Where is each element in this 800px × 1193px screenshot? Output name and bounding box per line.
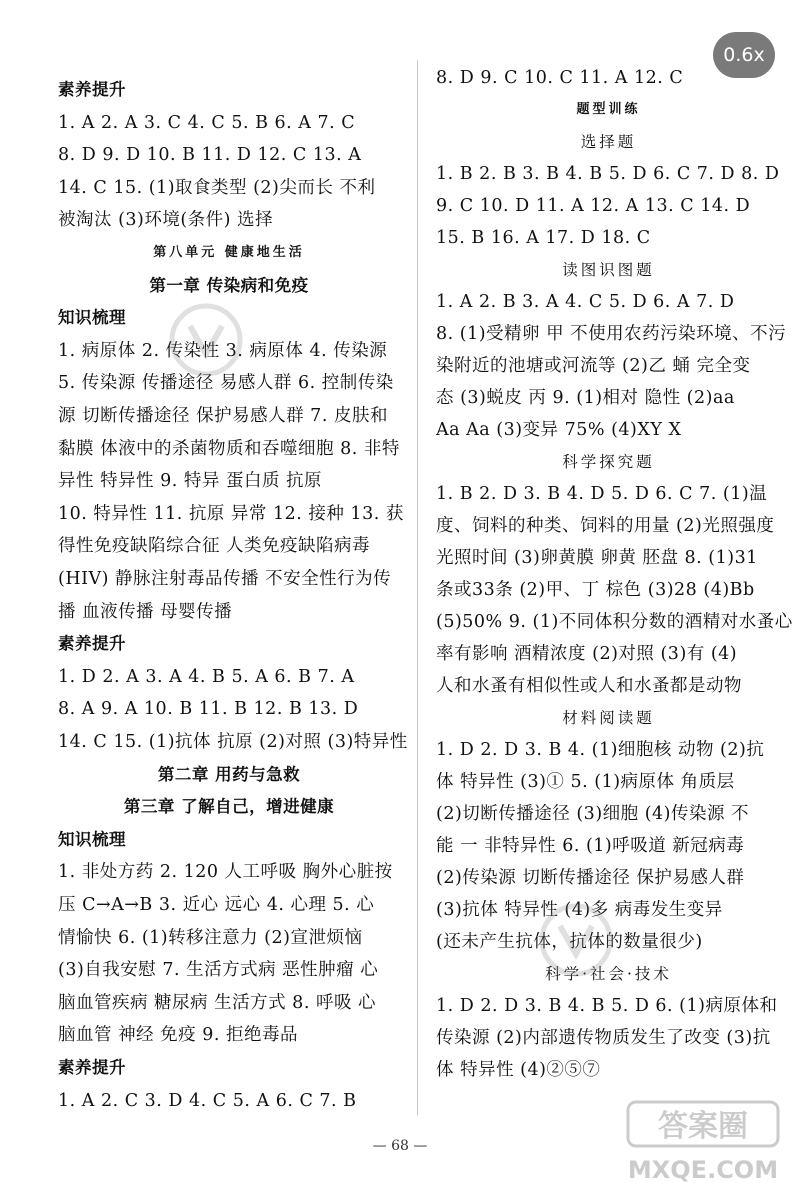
section-heading: 知识梳理 xyxy=(58,308,126,328)
answer-line: 1. A 2. B 3. A 4. C 5. D 6. A 7. D xyxy=(436,292,735,312)
site-watermark-logo xyxy=(610,1098,790,1188)
section-heading: 素养提升 xyxy=(58,80,126,99)
answer-line: 1. 病原体 2. 传染性 3. 病原体 4. 传染源 xyxy=(58,340,388,361)
answer-line: (还未产生抗体，抗体的数量很少) xyxy=(436,932,703,952)
answer-line: 源 切断传播途径 保护易感人群 7. 皮肤和 xyxy=(58,406,388,426)
answer-line: 1. D 2. D 3. B 4. B 5. D 6. (1)病原体和 xyxy=(436,996,778,1016)
answer-line: 体 特异性 (3)① 5. (1)病原体 角质层 xyxy=(436,772,735,792)
section-heading: 题型训练 xyxy=(576,102,641,117)
answer-line: 1. A 2. A 3. C 4. C 5. B 6. A 7. C xyxy=(58,112,356,133)
watermark-stamp-icon xyxy=(530,900,622,980)
answer-line: 15. B 16. A 17. D 18. C xyxy=(436,228,651,248)
answer-line: 人和水蚤有相似性或人和水蚤都是动物 xyxy=(436,676,742,696)
answer-line: 能 一 非特异性 6. (1)呼吸道 新冠病毒 xyxy=(436,836,745,856)
answer-line: 情愉快 6. (1)转移注意力 (2)宣泄烦恼 xyxy=(58,927,363,948)
answer-line: 5. 传染源 传播途径 易感人群 6. 控制传染 xyxy=(58,373,394,394)
answer-line: 压 C→A→B 3. 近心 远心 4. 心理 5. 心 xyxy=(58,895,375,915)
answer-line: Aa Aa (3)变异 75% (4)XY X xyxy=(436,420,682,440)
page-number: — 68 — xyxy=(372,1138,428,1154)
answer-line: 被淘汰 (3)环境(条件) 选择 xyxy=(58,210,274,231)
answer-line: 1. B 2. B 3. B 4. B 5. D 6. C 7. D 8. D xyxy=(436,164,780,184)
answer-line: 光照时间 (3)卵黄膜 卵黄 胚盘 8. (1)31 xyxy=(436,548,758,568)
answer-line: 态 (3)蜕皮 丙 9. (1)相对 隐性 (2)aa xyxy=(436,388,735,408)
answer-line: 8. D 9. C 10. C 11. A 12. C xyxy=(436,68,684,88)
playback-speed-badge[interactable]: 0.6x xyxy=(713,32,775,78)
answer-line: 14. C 15. (1)抗体 抗原 (2)对照 (3)特异性 xyxy=(58,732,408,752)
svg-text:MXQE.COM: MXQE.COM xyxy=(627,1156,779,1184)
answer-line: 1. D 2. A 3. A 4. B 5. A 6. B 7. A xyxy=(58,666,355,687)
section-heading: 素养提升 xyxy=(58,1058,126,1077)
answer-line: 播 血液传播 母婴传播 xyxy=(58,601,233,622)
answer-line: 度、饲料的种类、饲料的用量 (2)光照强度 xyxy=(436,516,775,536)
answer-line: 异性 特异性 9. 特异 蛋白质 抗原 xyxy=(58,471,323,492)
answer-line: 1. A 2. C 3. D 4. C 5. A 6. C 7. B xyxy=(58,1090,357,1111)
column-divider xyxy=(417,60,418,1115)
answer-line: (2)切断传播途径 (3)细胞 (4)传染源 不 xyxy=(436,804,750,824)
section-heading: 第二章 用药与急救 xyxy=(157,764,301,784)
answer-line: (5)50% 9. (1)不同体积分数的酒精对水蚤心 xyxy=(436,612,793,632)
answer-line: 9. C 10. D 11. A 12. A 13. C 14. D xyxy=(436,196,751,216)
answer-line: (3)自我安慰 7. 生活方式病 恶性肿瘤 心 xyxy=(58,960,379,981)
answer-line: 1. 非处方药 2. 120 人工呼吸 胸外心脏按 xyxy=(58,862,393,883)
answer-line: 体 特异性 (4)②⑤⑦ xyxy=(436,1060,601,1080)
answer-line: 脑血管 神经 免疫 9. 拒绝毒品 xyxy=(58,1025,298,1046)
svg-text:答案圈: 答案圈 xyxy=(658,1109,748,1144)
answer-line: 1. D 2. D 3. B 4. (1)细胞核 动物 (2)抗 xyxy=(436,740,765,760)
answer-line: 1. B 2. D 3. B 4. D 5. D 6. C 7. (1)温 xyxy=(436,484,768,504)
answer-line: 率有影响 酒精浓度 (2)对照 (3)有 (4) xyxy=(436,644,738,664)
answer-line: 8. D 9. D 10. B 11. D 12. C 13. A xyxy=(58,145,362,166)
answer-line: 8. A 9. A 10. B 11. B 12. B 13. D xyxy=(58,699,359,720)
section-heading: 科学探究题 xyxy=(562,453,655,471)
answer-line: 传染源 (2)内部遗传物质发生了改变 (3)抗 xyxy=(436,1028,771,1048)
section-heading: 第一章 传染病和免疫 xyxy=(149,275,309,295)
section-heading: 第三章 了解自己，增进健康 xyxy=(123,797,335,817)
answer-line: 得性免疫缺陷综合征 人类免疫缺陷病毒 xyxy=(58,536,371,557)
answer-line: 14. C 15. (1)取食类型 (2)尖而长 不利 xyxy=(58,177,376,198)
section-heading: 科学·社会·技术 xyxy=(545,965,672,983)
section-heading: 知识梳理 xyxy=(58,829,126,849)
section-heading: 素养提升 xyxy=(58,634,126,654)
answer-line: 染附近的池塘或河流等 (2)乙 蛹 完全变 xyxy=(436,356,751,376)
answer-line: 8. (1)受精卵 甲 不使用农药污染环境、不污 xyxy=(436,324,787,344)
section-heading: 第八单元 健康地生活 xyxy=(153,245,305,260)
answer-line: (HIV) 静脉注射毒品传播 不安全性行为传 xyxy=(58,569,392,589)
section-heading: 读图识图题 xyxy=(562,261,655,279)
answer-line: 脑血管疾病 糖尿病 生活方式 8. 呼吸 心 xyxy=(58,992,377,1013)
answer-line: 黏膜 体液中的杀菌物质和吞噬细胞 8. 非特 xyxy=(58,438,400,459)
answer-line: 条或33条 (2)甲、丁 棕色 (3)28 (4)Bb xyxy=(436,580,755,600)
answer-line: (3)抗体 特异性 (4)多 病毒发生变异 xyxy=(436,900,723,920)
answer-line: (2)传染源 切断传播途径 保护易感人群 xyxy=(436,868,745,888)
section-heading: 选择题 xyxy=(580,133,637,151)
answer-line: 10. 特异性 11. 抗原 异常 12. 接种 13. 获 xyxy=(58,503,404,524)
watermark-stamp-icon xyxy=(160,300,252,380)
section-heading: 材料阅读题 xyxy=(562,709,655,727)
